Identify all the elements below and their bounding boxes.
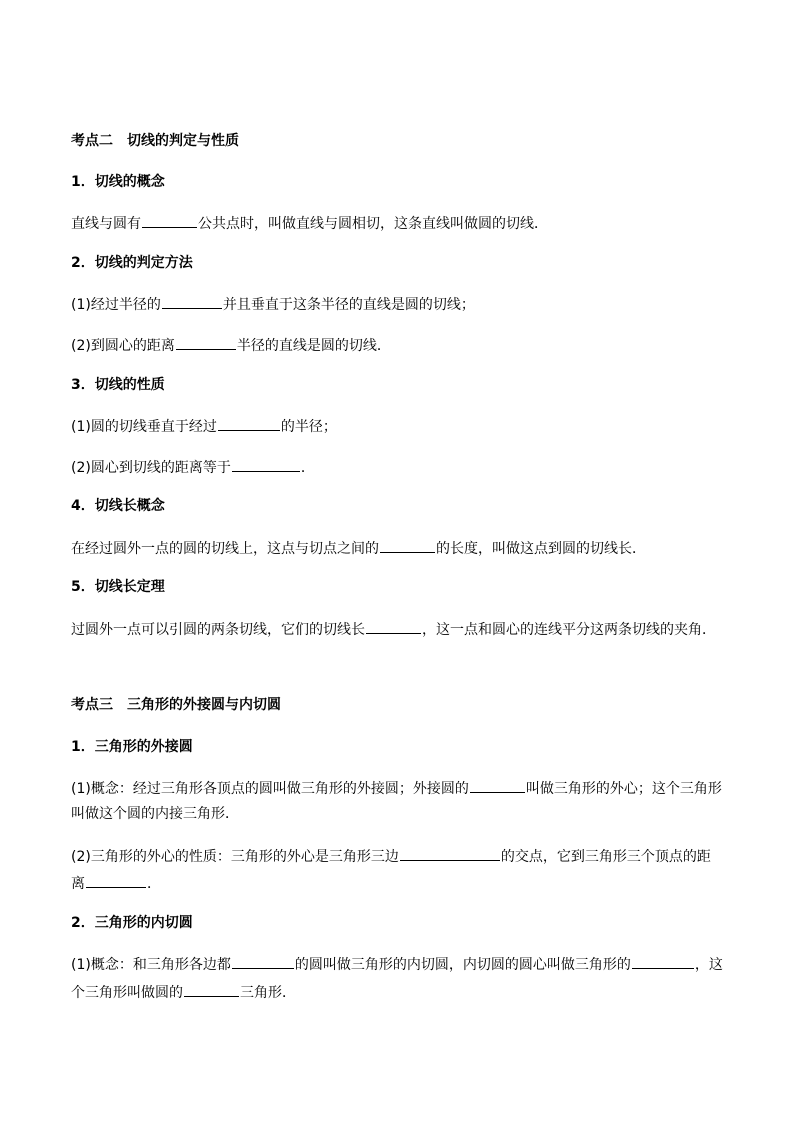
fill-blank[interactable] — [366, 618, 421, 634]
subheading-tangent-theorem: 5．切线长定理 — [71, 579, 165, 595]
paragraph-circumcircle-concept-line1 — [71, 777, 722, 799]
text: 离 — [71, 876, 85, 892]
paragraph-tangent-theorem — [71, 618, 716, 640]
paragraph-criteria-1 — [71, 293, 475, 315]
fill-blank[interactable] — [176, 334, 236, 350]
fill-blank[interactable] — [380, 537, 435, 553]
text: 的长度，叫做这点到圆的切线长． — [436, 541, 646, 557]
paragraph-incircle-concept-line1 — [71, 953, 723, 975]
text: (1)概念：和三角形各边都 — [71, 957, 231, 973]
text: 在经过圆外一点的圆的切线上，这点与切点之间的 — [71, 541, 379, 557]
text: ． — [300, 460, 315, 476]
section-heading-tangent: 考点二 切线的判定与性质 — [71, 133, 239, 149]
paragraph-properties-2 — [71, 456, 315, 478]
text: 的圆叫做三角形的内切圆，内切圆的圆心叫做三角形的 — [294, 957, 631, 973]
text: (1)经过半径的 — [71, 297, 161, 313]
subheading-tangent-length: 4．切线长概念 — [71, 498, 165, 514]
text: 直线与圆有 — [71, 216, 141, 232]
subheading-incircle: 2．三角形的内切圆 — [71, 915, 193, 931]
paragraph-incircle-concept-line2 — [71, 981, 296, 1003]
paragraph-circumcircle-concept-line2: 叫做这个圆的内接三角形． — [71, 806, 239, 822]
text: 过圆外一点可以引圆的两条切线，它们的切线长 — [71, 622, 365, 638]
text: ，这一点和圆心的连线平分这两条切线的夹角． — [422, 622, 716, 638]
text: (2)到圆心的距离 — [71, 338, 175, 354]
fill-blank[interactable] — [218, 415, 280, 431]
text: 个三角形叫做圆的 — [71, 985, 183, 1001]
subheading-tangent-properties: 3．切线的性质 — [71, 377, 165, 393]
paragraph-circumcenter-property-line2 — [71, 872, 161, 894]
text: 半径的直线是圆的切线． — [236, 338, 391, 354]
fill-blank[interactable] — [470, 777, 525, 793]
text: 并且垂直于这条半径的直线是圆的切线； — [222, 297, 475, 313]
text: (2)圆心到切线的距离等于 — [71, 460, 231, 476]
fill-blank[interactable] — [232, 953, 294, 969]
section-heading-triangle-circles: 考点三 三角形的外接圆与内切圆 — [71, 697, 281, 713]
text: (1)概念：经过三角形各顶点的圆叫做三角形的外接圆；外接圆的 — [71, 781, 469, 797]
text: 叫做三角形的外心；这个三角形 — [525, 781, 722, 797]
subheading-tangent-concept: 1．切线的概念 — [71, 174, 165, 190]
paragraph-tangent-length — [71, 537, 646, 559]
paragraph-criteria-2 — [71, 334, 391, 356]
paragraph-circumcenter-property-line1 — [71, 845, 711, 867]
fill-blank[interactable] — [184, 981, 239, 997]
paragraph-properties-1 — [71, 415, 337, 437]
fill-blank[interactable] — [232, 456, 300, 472]
fill-blank[interactable] — [632, 953, 694, 969]
fill-blank[interactable] — [400, 845, 500, 861]
subheading-circumcircle: 1．三角形的外接圆 — [71, 739, 193, 755]
fill-blank[interactable] — [142, 212, 197, 228]
text: (2)三角形的外心的性质：三角形的外心是三角形三边 — [71, 849, 399, 865]
fill-blank[interactable] — [162, 293, 222, 309]
text: ，这 — [694, 957, 723, 973]
paragraph-tangent-concept — [71, 212, 548, 234]
text: (1)圆的切线垂直于经过 — [71, 419, 217, 435]
text: 三角形． — [240, 985, 296, 1001]
text: ． — [147, 876, 161, 892]
subheading-tangent-criteria: 2．切线的判定方法 — [71, 255, 193, 271]
fill-blank[interactable] — [86, 872, 146, 888]
text: 的半径； — [280, 419, 337, 435]
text: 公共点时，叫做直线与圆相切，这条直线叫做圆的切线． — [198, 216, 548, 232]
text: 的交点，它到三角形三个顶点的距 — [500, 849, 711, 865]
